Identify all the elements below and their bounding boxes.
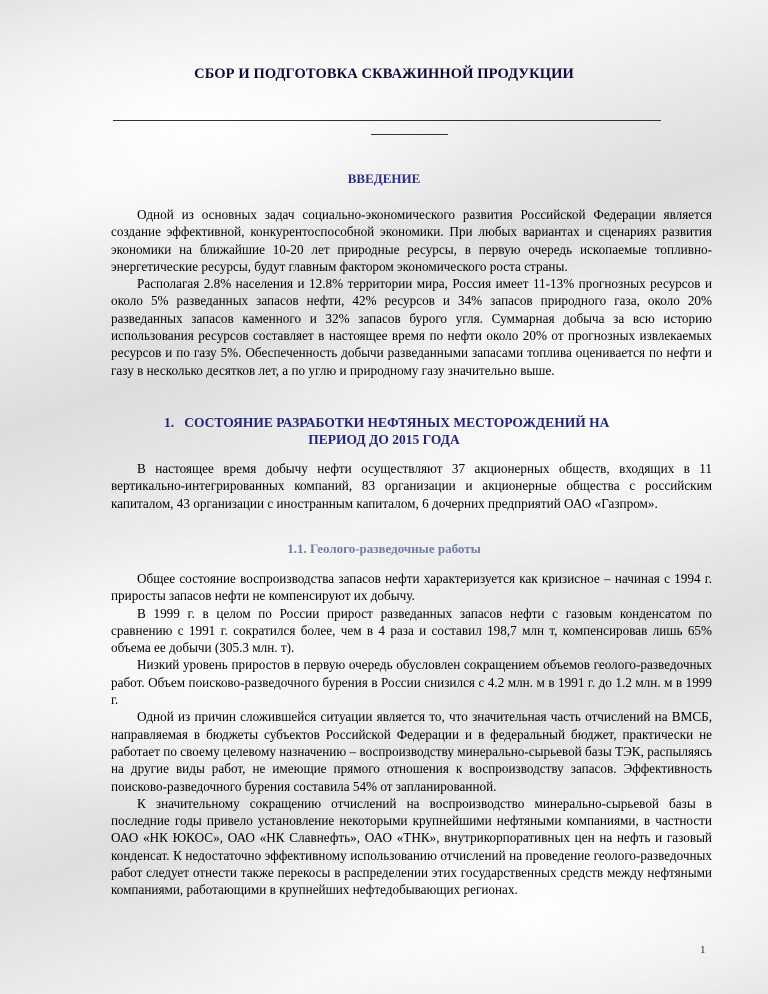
section-1-1-heading: 1.1. Геолого-разведочные работы [287,541,481,556]
section-1-1-paragraph: Общее состояние воспроизводства запасов нефти характеризуется как кризисное – начиная с 1994 г. приросты запасов нефти не компенсируют их добычу. [111,571,712,604]
section-1-number: 1. [164,415,175,430]
section-1-heading-line2: ПЕРИОД ДО 2015 ГОДА [308,432,460,447]
section-1-1-paragraph: К значительному сокращению отчислений на воспроизводство минерально-сырьевой базы в последние годы привело установление некоторыми крупнейшими нефтяными компаниями, в частности ОАО «НК ЮКОС», ОАО «НК Славнефть», ОАО «ТНК», внутрикорпоративных цен на нефть и газовый конденсат. К недостаточно эффективному использованию отчислений на проведение геолого-разведочных работ следует отнести также перекосы в распределении этих государственных средств между нефтяными компаниями, работающими в крупнейших нефтедобывающих регионах. [111,795,712,898]
section-1-1-text [111,570,712,899]
section-1-heading-line1: СОСТОЯНИЕ РАЗРАБОТКИ НЕФТЯНЫХ МЕСТОРОЖДЕНИЙ НА [184,415,610,430]
title-underline-short [371,134,448,135]
section-1-1-paragraph: Низкий уровень приростов в первую очередь обусловлен сокращением объемов геолого-разведочных работ. Объем поисково-разведочного бурения в России снизился с 4.2 млн. м в 1991 г. до 1.2 млн. м в 1999 г. [111,657,712,708]
page-number: 1 [700,944,706,956]
intro-text [111,206,712,379]
section-1-paragraph: В настоящее время добычу нефти осуществляют 37 акционерных обществ, входящих в 11 вертикально-интегрированных компаний, 83 организации и акционерные общества с российским капиталом, 43 организации с иностранным капиталом, 6 дочерних предприятий ОАО «Газпром». [111,461,712,511]
intro-paragraph: Одной из основных задач социально-экономического развития Российской Федерации является создание эффективной, конкурентоспособной экономики. При любых вариантах и сценариях развития экономики на ближайшие 10-20 лет природные ресурсы, в первую очередь ископаемые топливно-энергетические ресурсы, будут главным фактором экономического роста страны. [111,207,712,274]
section-1-text [111,460,712,512]
section-1-1-paragraph: В 1999 г. в целом по России прирост разведанных запасов нефти с газовым конденсатом по сравнению с 1991 г. сократился более, чем в 4 раза и составил 198,7 млн т, компенсировав лишь 65% объема ее добычи (305.3 млн. т). [111,605,712,656]
intro-paragraph: Располагая 2.8% населения и 12.8% территории мира, Россия имеет 11-13% прогнозных ресурсов и около 5% разведанных запасов нефти, 42% ресурсов и 34% запасов природного газа, около 20% разведанных запасов каменного и 32% запасов бурого угля. Суммарная добыча за всю историю использования ресурсов составляет в настоящее время по нефти около 20% от прогнозных извлекаемых ресурсов и по газу 5%. Обеспеченность добычи разведанными запасами топлива оценивается по нефти и газу в несколько десятков лет, а по углю и природному газу значительно выше. [111,276,712,378]
title-underline [113,120,661,121]
document-title: СБОР И ПОДГОТОВКА СКВАЖИННОЙ ПРОДУКЦИИ [194,66,574,82]
section-1-1-paragraph: Одной из причин сложившейся ситуации является то, что значительная часть отчислений на ВМСБ, направляемая в бюджеты субъектов Российской Федерации и в федеральный бюджет, практически не работает по своему целевому назначению – воспроизводству минерально-сырьевой базы ТЭК, распыляясь на другие виды работ, не имеющие прямого отношения к воспроизводству запасов. Эффективность поисково-разведочного бурения составила 54% от запланированной. [111,709,712,794]
intro-heading: ВВЕДЕНИЕ [347,171,421,186]
